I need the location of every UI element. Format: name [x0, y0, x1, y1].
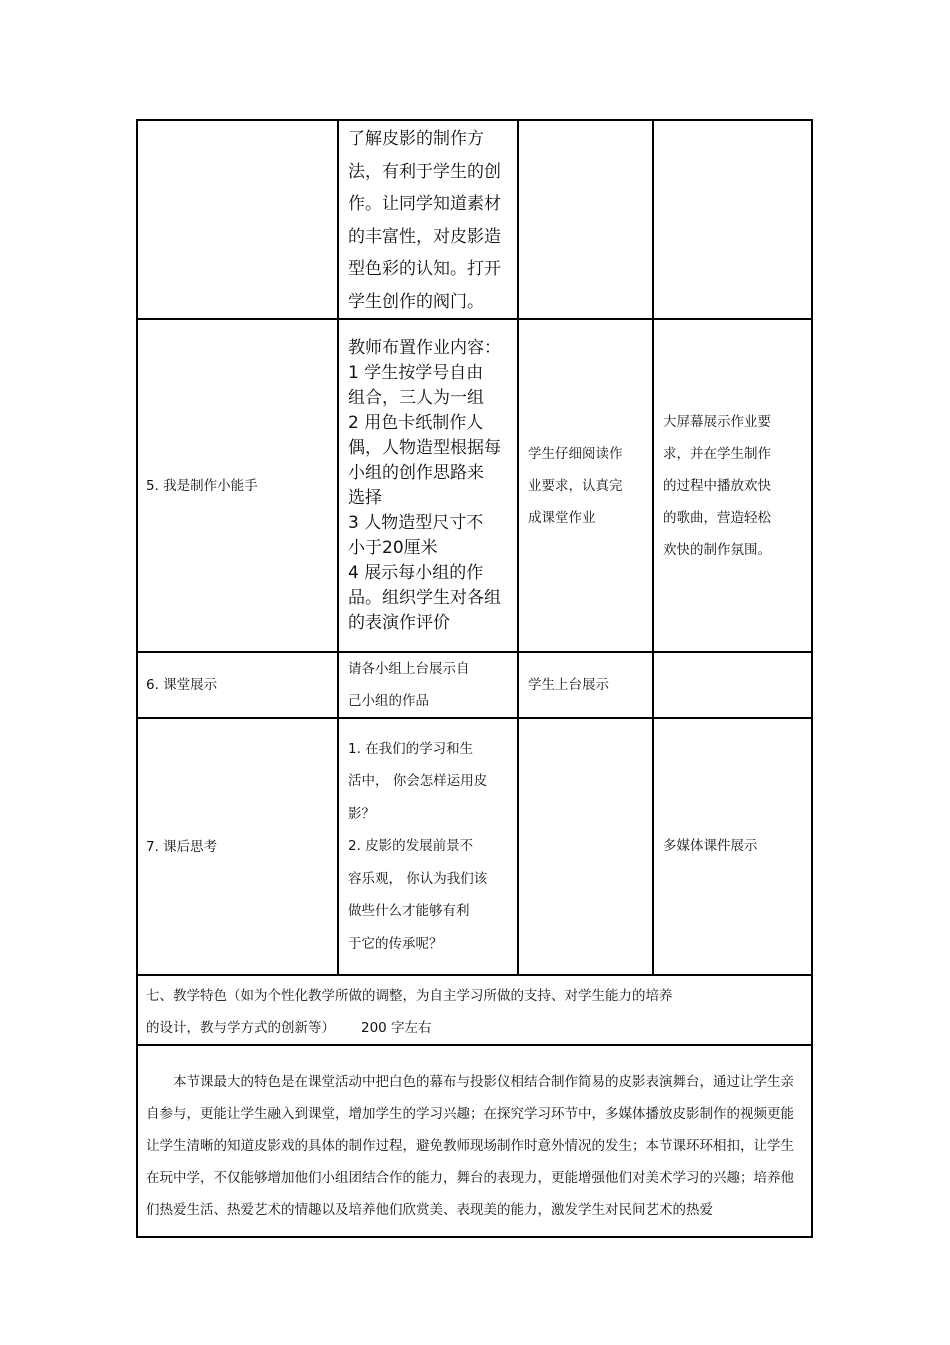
teacher-activity-cell — [338, 319, 518, 652]
design-intent-cell — [338, 120, 518, 319]
step-cell — [137, 718, 338, 975]
step-cell — [137, 652, 338, 718]
word-count-note: 200 字左右 — [361, 1020, 432, 1036]
lesson-plan-table — [136, 119, 813, 1238]
teacher-activity-text: 1. 在我们的学习和生 活中， 你会怎样运用皮 影？ 2. 皮影的发展前景不 容乐观， 你认为我们该 做些什么才能够有利 于它的传承呢？ — [348, 741, 488, 952]
teacher-activity-cell — [338, 718, 518, 975]
media-cell — [653, 120, 812, 319]
student-activity-cell — [518, 718, 653, 975]
teacher-activity-cell — [338, 652, 518, 718]
teacher-activity-text: 请各小组上台展示自 己小组的作品 — [348, 661, 470, 709]
media-text: 大屏幕展示作业要 求，并在学生制作 的过程中播放欢快 的歌曲，营造轻松 欢快的制作氛围。 — [663, 413, 771, 558]
feature-heading-cell — [137, 975, 812, 1045]
media-cell — [653, 652, 812, 718]
table-row — [137, 319, 812, 652]
teacher-activity-text: 教师布置作业内容： 1 学生按学号自由 组合，三人为一组 2 用色卡纸制作人 偶，人物造型根据每 小组的创作思路来 选择 3 人物造型尺寸不 小于20厘米 4 展示每小组的作 品。组织学生对各组 的表演作评价 — [348, 337, 501, 633]
step-label: 5. 我是制作小能手 — [146, 477, 258, 494]
table-row — [137, 975, 812, 1045]
step-cell — [137, 120, 338, 319]
step-label: 7. 课后思考 — [146, 838, 218, 855]
student-activity-cell — [518, 652, 653, 718]
feature-body-text: 本节课最大的特色是在课堂活动中把白色的幕布与投影仪相结合制作简易的皮影表演舞台，通过让学生亲自参与，更能让学生融入到课堂，增加学生的学习兴趣；在探究学习环节中，多媒体播放皮影制作的视频更能让学生清晰的知道皮影戏的具体的制作过程，避免教师现场制作时意外情况的发生；本节课环环相扣，让学生在玩中学，不仅能够增加他们小组团结合作的能力，舞台的表现力，更能增强他们对美术学习的兴趣；培养他们热爱生活、热爱艺术的情趣以及培养他们欣赏美、表现美的能力，激发学生对民间艺术的热爱 — [146, 1074, 794, 1218]
table-row — [137, 1045, 812, 1237]
student-activity-cell — [518, 120, 653, 319]
table-row — [137, 120, 812, 319]
step-cell — [137, 319, 338, 652]
student-activity-text: 学生上台展示 — [528, 676, 609, 693]
student-activity-text: 学生仔细阅读作 业要求，认真完 成课堂作业 — [528, 445, 623, 526]
feature-body-cell — [137, 1045, 812, 1237]
media-cell — [653, 319, 812, 652]
media-text: 多媒体课件展示 — [663, 838, 758, 854]
step-label: 6. 课堂展示 — [146, 677, 218, 693]
media-cell — [653, 718, 812, 975]
feature-heading: 七、教学特色（如为个性化教学所做的调整，为自主学习所做的支持、对学生能力的培养 的设计，教与学方式的创新等） — [146, 988, 673, 1036]
student-activity-cell — [518, 319, 653, 652]
table-row — [137, 718, 812, 975]
design-intent-text: 了解皮影的制作方 法，有利于学生的创 作。让同学知道素材 的丰富性，对皮影造 型色彩的认知。打开 学生创作的阀门。 — [348, 129, 501, 312]
table-row — [137, 652, 812, 718]
